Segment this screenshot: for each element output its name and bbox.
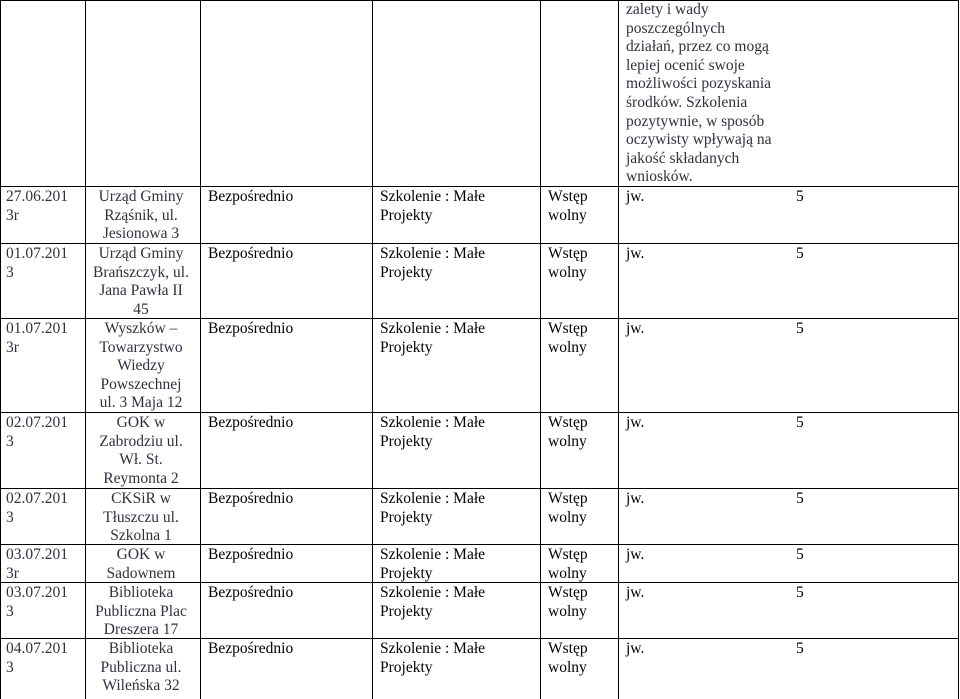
- entry-cell: [548, 546, 608, 583]
- date-cell-line: 3: [6, 602, 14, 620]
- location-cell: [89, 188, 193, 244]
- topic-cell: [380, 546, 490, 583]
- location-cell: [89, 490, 193, 546]
- mode-cell-line: Bezpośrednio: [208, 584, 294, 601]
- location-cell: [89, 245, 193, 319]
- date-cell-line: 01.07.201: [6, 320, 68, 337]
- topic-cell-line: Projekty: [380, 432, 433, 450]
- participants-cell: [796, 245, 816, 264]
- participants-cell-line: 5: [796, 188, 804, 205]
- mode-cell-line: Bezpośrednio: [208, 245, 294, 262]
- note-cell-line: jw.: [626, 320, 645, 337]
- note-cell: [626, 640, 776, 659]
- participants-cell-line: 5: [796, 546, 804, 563]
- mode-cell: [208, 414, 308, 433]
- topic-cell-line: Projekty: [380, 206, 433, 224]
- column-divider: [618, 0, 619, 699]
- entry-cell: [548, 640, 608, 677]
- entry-cell: [548, 414, 608, 451]
- top-note: [626, 1, 796, 187]
- location-cell-line: Tłuszczu ul.: [103, 508, 179, 526]
- participants-cell: [796, 546, 816, 565]
- entry-cell-line: wolny: [548, 206, 587, 224]
- date-cell: [6, 490, 82, 527]
- note-cell: [626, 320, 776, 339]
- date-cell-line: 01.07.201: [6, 245, 68, 262]
- date-cell: [6, 584, 82, 621]
- topic-cell-line: Szkolenie : Małe: [380, 584, 486, 601]
- topic-cell: [380, 490, 490, 527]
- entry-cell-line: Wstęp: [548, 188, 588, 205]
- entry-cell-line: wolny: [548, 564, 587, 582]
- entry-cell: [548, 584, 608, 621]
- date-cell: [6, 320, 82, 357]
- date-cell: [6, 414, 82, 451]
- topic-cell-line: Projekty: [380, 508, 433, 526]
- date-cell-line: 02.07.201: [6, 490, 68, 507]
- mode-cell: [208, 584, 308, 603]
- note-cell: [626, 245, 776, 264]
- location-cell-line: Wyszków –: [104, 320, 178, 337]
- location-cell-line: Wł. St.: [119, 451, 163, 469]
- entry-cell-line: wolny: [548, 658, 587, 676]
- mode-cell-line: Bezpośrednio: [208, 320, 294, 337]
- entry-cell: [548, 188, 608, 225]
- date-cell-line: 3: [6, 263, 14, 281]
- date-cell-line: 3: [6, 508, 14, 526]
- location-cell-line: Biblioteka: [108, 640, 174, 657]
- location-cell-line: Rząśnik, ul.: [104, 206, 178, 224]
- table-border-left: [0, 0, 1, 699]
- entry-cell-line: wolny: [548, 602, 587, 620]
- mode-cell: [208, 640, 308, 659]
- note-cell-line: jw.: [626, 245, 645, 262]
- participants-cell-line: 5: [796, 320, 804, 337]
- mode-cell-line: Bezpośrednio: [208, 414, 294, 431]
- participants-cell: [796, 640, 816, 659]
- note-cell: [626, 490, 776, 509]
- top-note-line: lepiej ocenić swoje: [626, 56, 745, 74]
- row-divider: [0, 186, 959, 187]
- date-cell-line: 03.07.201: [6, 584, 68, 601]
- entry-cell-line: wolny: [548, 508, 587, 526]
- location-cell-line: Biblioteka: [108, 584, 174, 601]
- mode-cell-line: Bezpośrednio: [208, 640, 294, 657]
- mode-cell: [208, 546, 308, 565]
- date-cell-line: 3: [6, 432, 14, 450]
- topic-cell: [380, 640, 490, 677]
- location-cell-line: Publiczna ul.: [100, 658, 182, 676]
- location-cell-line: Brańszczyk, ul.: [93, 263, 189, 281]
- participants-cell-line: 5: [796, 245, 804, 262]
- top-note-line: zalety i wady: [626, 1, 709, 18]
- top-note-line: pozytywnie, w sposób: [626, 112, 765, 130]
- row-divider: [0, 412, 959, 413]
- topic-cell: [380, 584, 490, 621]
- date-cell-line: 3: [6, 658, 14, 676]
- topic-cell: [380, 188, 490, 225]
- date-cell-line: 03.07.201: [6, 546, 68, 563]
- topic-cell-line: Szkolenie : Małe: [380, 320, 486, 337]
- participants-cell-line: 5: [796, 584, 804, 601]
- entry-cell-line: Wstęp: [548, 490, 588, 507]
- date-cell: [6, 188, 82, 225]
- participants-cell: [796, 490, 816, 509]
- date-cell: [6, 640, 82, 677]
- top-note-line: jakość składanych: [626, 149, 740, 167]
- mode-cell-line: Bezpośrednio: [208, 188, 294, 205]
- location-cell-line: Wiedzy: [117, 357, 165, 375]
- date-cell-line: 3r: [6, 564, 19, 582]
- participants-cell: [796, 188, 816, 207]
- note-cell-line: jw.: [626, 188, 645, 205]
- row-divider: [0, 488, 959, 489]
- date-cell: [6, 245, 82, 282]
- entry-cell-line: Wstęp: [548, 245, 588, 262]
- column-divider: [540, 0, 541, 699]
- top-note-line: oczywisty wpływają na: [626, 131, 772, 149]
- topic-cell: [380, 320, 490, 357]
- row-divider: [0, 243, 959, 244]
- location-cell-line: Jana Pawła II: [99, 282, 183, 300]
- entry-cell-line: wolny: [548, 338, 587, 356]
- location-cell-line: CKSiR w: [111, 490, 171, 507]
- date-cell-line: 02.07.201: [6, 414, 68, 431]
- topic-cell-line: Projekty: [380, 602, 433, 620]
- table-border-right: [958, 0, 959, 699]
- entry-cell-line: Wstęp: [548, 584, 588, 601]
- entry-cell-line: wolny: [548, 432, 587, 450]
- location-cell-line: ul. 3 Maja 12: [99, 394, 183, 412]
- location-cell-line: GOK w: [116, 546, 166, 563]
- topic-cell-line: Szkolenie : Małe: [380, 546, 486, 563]
- entry-cell: [548, 245, 608, 282]
- location-cell-line: Urząd Gminy: [98, 188, 184, 205]
- location-cell: [89, 640, 193, 696]
- mode-cell-line: Bezpośrednio: [208, 546, 294, 563]
- participants-cell-line: 5: [796, 640, 804, 657]
- location-cell-line: Publiczna Plac: [95, 602, 187, 620]
- top-note-line: poszczególnych: [626, 19, 725, 37]
- location-cell: [89, 584, 193, 640]
- participants-cell-line: 5: [796, 490, 804, 507]
- location-cell: [89, 320, 193, 413]
- mode-cell: [208, 245, 308, 264]
- row-divider: [0, 638, 959, 639]
- location-cell-line: Zabrodziu ul.: [99, 432, 183, 450]
- topic-cell-line: Szkolenie : Małe: [380, 414, 486, 431]
- column-divider: [372, 0, 373, 699]
- note-cell: [626, 414, 776, 433]
- location-cell-line: Urząd Gminy: [98, 245, 184, 262]
- date-cell: [6, 546, 82, 583]
- location-cell-line: Sadownem: [106, 564, 176, 582]
- column-divider: [85, 0, 86, 699]
- topic-cell-line: Szkolenie : Małe: [380, 640, 486, 657]
- topic-cell-line: Projekty: [380, 338, 433, 356]
- note-cell: [626, 546, 776, 565]
- entry-cell-line: Wstęp: [548, 414, 588, 431]
- note-cell-line: jw.: [626, 414, 645, 431]
- column-divider: [200, 0, 201, 699]
- top-note-line: działań, przez co mogą: [626, 38, 769, 56]
- entry-cell-line: Wstęp: [548, 640, 588, 657]
- topic-cell: [380, 414, 490, 451]
- mode-cell: [208, 188, 308, 207]
- note-cell: [626, 584, 776, 603]
- note-cell: [626, 188, 776, 207]
- participants-cell: [796, 414, 816, 433]
- location-cell-line: Jesionowa 3: [102, 225, 180, 243]
- top-note-line: możliwości pozyskania: [626, 75, 772, 93]
- location-cell-line: Wileńska 32: [102, 677, 180, 695]
- mode-cell: [208, 320, 308, 339]
- note-cell-line: jw.: [626, 640, 645, 657]
- topic-cell-line: Szkolenie : Małe: [380, 490, 486, 507]
- location-cell: [89, 546, 193, 583]
- location-cell: [89, 414, 193, 488]
- mode-cell-line: Bezpośrednio: [208, 490, 294, 507]
- row-divider: [0, 544, 959, 545]
- topic-cell-line: Szkolenie : Małe: [380, 188, 486, 205]
- participants-cell-line: 5: [796, 414, 804, 431]
- topic-cell: [380, 245, 490, 282]
- note-cell-line: jw.: [626, 490, 645, 507]
- date-cell-line: 3r: [6, 338, 19, 356]
- date-cell-line: 3r: [6, 206, 19, 224]
- participants-cell: [796, 584, 816, 603]
- location-cell-line: 45: [133, 300, 149, 318]
- topic-cell-line: Szkolenie : Małe: [380, 245, 486, 262]
- top-note-line: środków. Szkolenia: [626, 93, 748, 111]
- date-cell-line: 27.06.201: [6, 188, 68, 205]
- note-cell-line: jw.: [626, 584, 645, 601]
- entry-cell: [548, 490, 608, 527]
- participants-cell: [796, 320, 816, 339]
- entry-cell: [548, 320, 608, 357]
- topic-cell-line: Projekty: [380, 564, 433, 582]
- location-cell-line: Powszechnej: [100, 375, 182, 393]
- location-cell-line: GOK w: [116, 414, 166, 431]
- entry-cell-line: Wstęp: [548, 546, 588, 563]
- topic-cell-line: Projekty: [380, 263, 433, 281]
- location-cell-line: Szkolna 1: [110, 527, 172, 545]
- row-divider: [0, 582, 959, 583]
- mode-cell: [208, 490, 308, 509]
- entry-cell-line: Wstęp: [548, 320, 588, 337]
- location-cell-line: Dreszera 17: [103, 621, 179, 639]
- date-cell-line: 04.07.201: [6, 640, 68, 657]
- location-cell-line: Reymonta 2: [103, 469, 179, 487]
- entry-cell-line: wolny: [548, 263, 587, 281]
- row-divider: [0, 0, 959, 1]
- location-cell-line: Towarzystwo: [99, 338, 183, 356]
- note-cell-line: jw.: [626, 546, 645, 563]
- top-note-line: wniosków.: [626, 168, 693, 186]
- topic-cell-line: Projekty: [380, 658, 433, 676]
- row-divider: [0, 318, 959, 319]
